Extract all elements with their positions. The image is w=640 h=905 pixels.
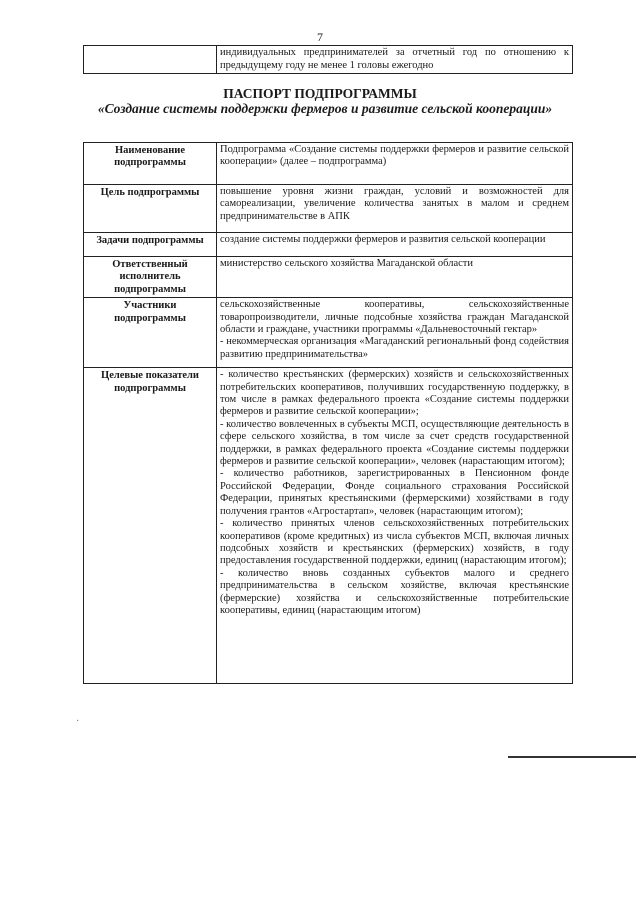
row-value — [217, 298, 573, 368]
margin-mark: · — [76, 716, 80, 727]
page-number: 7 — [317, 30, 323, 44]
indicator-line: - количество работников, зарегистрированных в Пенсионном фонде Российской Федерации, Фонде социального страхования Российской Федерации, принятых крестьянскими (фермерскими) хозяйствами в году получения грантов «Агростартап», человек (нарастающим итогом); — [220, 468, 569, 517]
table-row — [84, 233, 573, 257]
participants-line: - некоммерческая организация «Магаданский региональный фонд содействия развитию предпринимательства» — [220, 336, 569, 360]
bottom-divider — [508, 756, 636, 758]
table-cell-empty — [84, 46, 217, 74]
table-row — [84, 143, 573, 185]
indicator-line: - количество вовлеченных в субъекты МСП, осуществляющие деятельность в сфере сельского хозяйства, в том числе за счет средств государственной поддержки, в рамках федерального проекта «Создание системы поддержки фермеров и развитие сельской кооперации», человек (нарастающим итогом); — [220, 418, 569, 468]
table-row — [84, 298, 573, 368]
table-row — [84, 257, 573, 298]
row-value: повышение уровня жизни граждан, условий и возможностей для самореализации, увеличение количества занятых в малом и среднем предпринимательстве в АПК — [217, 185, 573, 233]
document-title: ПАСПОРТ ПОДПРОГРАММЫ — [223, 86, 417, 101]
row-value — [217, 368, 573, 684]
table-row — [84, 185, 573, 233]
row-label: Целевые показатели подпрограммы — [84, 368, 217, 684]
row-label: Участники подпрограммы — [84, 298, 217, 368]
table-row — [84, 46, 573, 74]
row-label: Задачи подпрограммы — [84, 233, 217, 257]
indicator-line: - количество вновь созданных субъектов малого и среднего предпринимательства в сельском хозяйстве, включая крестьянские (фермерские) хозяйства и сельскохозяйственные потребительские кооперативы, единиц (нарастающим итогом) — [220, 567, 569, 616]
row-value: министерство сельского хозяйства Магаданской области — [217, 257, 573, 298]
table-cell-text: индивидуальных предпринимателей за отчетный год по отношению к предыдущему году не менее 1 головы ежегодно — [217, 46, 573, 74]
row-label: Ответственный исполнитель подпрограммы — [84, 257, 217, 298]
document-subtitle: «Создание системы поддержки фермеров и развитие сельской кооперации» — [97, 101, 553, 116]
passport-table — [83, 142, 573, 684]
continuation-table — [83, 45, 573, 74]
participants-line: сельскохозяйственные кооперативы, сельскохозяйственные товаропроизводители, личные подсобные хозяйства граждан Магаданской области и граждане, участники программы «Дальневосточный гектар» — [220, 299, 569, 336]
row-label: Цель подпрограммы — [84, 185, 217, 233]
indicator-line: - количество принятых членов сельскохозяйственных потребительских кооперативов (кроме кредитных) из числа субъектов МСП, включая личных подсобных хозяйств и крестьянских (фермерских) хозяйств, в году предоставления государственной поддержки, единиц (нарастающим итогом); — [220, 518, 569, 567]
row-label: Наименование подпрограммы — [84, 143, 217, 185]
row-value: Подпрограмма «Создание системы поддержки фермеров и развитие сельской кооперации» (далее – подпрограмма) — [217, 143, 573, 185]
indicator-line: - количество крестьянских (фермерских) хозяйств и сельскохозяйственных потребительских кооперативов, получивших государственную поддержку, в том числе в рамках федерального проекта «Создание системы поддержки фермеров и развитие сельской кооперации»; — [220, 369, 569, 418]
row-value: создание системы поддержки фермеров и развития сельской кооперации — [217, 233, 573, 257]
table-row — [84, 368, 573, 684]
